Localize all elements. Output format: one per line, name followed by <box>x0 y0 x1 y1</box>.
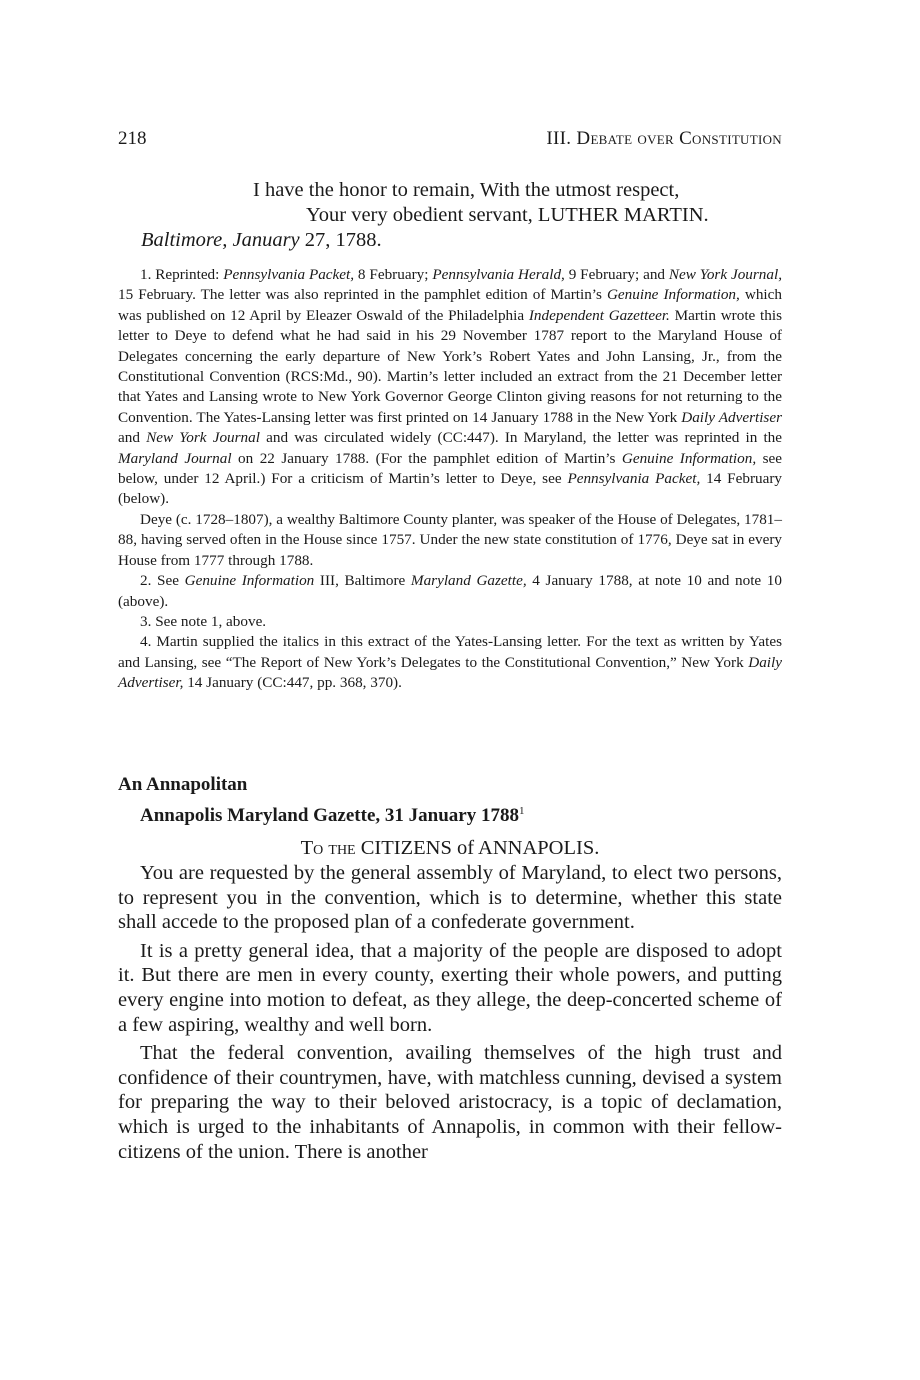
footnote-paragraph <box>118 632 782 693</box>
article-paragraph: You are requested by the general assembly of Maryland, to elect two persons, to represent you in the convention, which is to determine, whether this state shall accede to the proposed plan of a confederate government. <box>118 862 782 934</box>
footnote-italic-text: Pennsylvania Packet, <box>223 266 355 283</box>
footnote-text: 1. Reprinted: <box>140 266 224 283</box>
article-paragraph: That the federal convention, availing themselves of the high trust and confidence of their countrymen, have, with matchless cunning, devised a system for preparing the way to their beloved aristocracy, is a topic of declamation, which is urged to the inhabitants of Annapolis, in common with their fellow-citizens of the union. There is another <box>118 1042 782 1163</box>
footnote-italic-text: Maryland Gazette, <box>410 572 527 590</box>
footnote-text: and was circulated widely (CC:447). In Maryland, the letter was reprinted in the <box>259 429 782 447</box>
footnote-text: 9 February; and <box>564 266 669 283</box>
footnote-text: Deye (c. 1728–1807), a wealthy Baltimore County planter, was speaker of the House of Delegates, 1781–88, having served often in the House since 1757. Under the new state constitution of 1776, Deye sat in every House from 1777 through 1788. <box>118 510 782 569</box>
footnote-italic-text: Independent Gazetteer. <box>528 306 670 324</box>
footnote-text: 3. See note 1, above. <box>140 612 267 630</box>
footnote-italic-text: Daily Advertiser, <box>118 653 782 692</box>
footnote-paragraph <box>118 265 782 510</box>
footnote-italic-text: Maryland Journal <box>118 449 232 467</box>
footnote-text: 14 February (below). <box>118 470 783 508</box>
running-head <box>546 128 782 150</box>
article-body <box>118 861 782 1164</box>
footnote-text: see below, under 12 April.) For a criticism of Martin’s letter to Deye, see <box>118 449 782 488</box>
footnote-text: 15 February. The letter was also reprinted in the pamphlet edition of Martin’s <box>118 286 607 304</box>
footnote-text: 2. See <box>140 572 185 590</box>
article-author: An Annapolitan <box>118 774 248 795</box>
footnote-italic-text: Genuine Information, <box>606 286 740 304</box>
running-head-roman: III. <box>546 128 572 149</box>
closing-signature: Your very obedient servant, LUTHER MARTIN. <box>306 204 709 226</box>
page-header <box>118 128 782 156</box>
footnote-italic-text: Genuine Information, <box>621 449 757 467</box>
footnote-text: which was published on 12 April by Eleazer Oswald of the Philadelphia <box>118 286 782 324</box>
footnote-italic-text: Genuine Information <box>184 572 315 590</box>
footnote-italic-text: Pennsylvania Herald, <box>432 266 565 283</box>
article-address <box>118 835 782 861</box>
address-rest: CITIZENS of ANNAPOLIS. <box>355 837 600 859</box>
footnote-paragraph <box>118 571 782 612</box>
dateline-date: 27, 1788. <box>299 229 382 251</box>
page-number: 218 <box>118 128 147 149</box>
letter-closing <box>118 178 782 253</box>
footnote-text: 14 January (CC:447, pp. 368, 370). <box>183 674 402 692</box>
footnote-text: 8 February; <box>354 266 433 283</box>
closing-dateline <box>118 228 782 253</box>
footnote-text: Martin wrote this letter to Deye to defend what he had said in his 29 November 1787 report to the Maryland House of Delegates concerning the early departure of New York’s Robert Yates and John Lansing, Jr., from the Constitutional Convention (RCS:Md., 90). Martin’s letter included an extract from the 21 December letter that Yates and Lansing wrote to New York Governor George Clinton giving reasons for not returning to the Convention. The Yates-Lansing letter was first printed on 14 January 1788 in the New York <box>118 306 782 426</box>
footnote-paragraph <box>118 612 782 632</box>
footnote-text: and <box>118 429 147 447</box>
footnote-italic-text: Pennsylvania Packet, <box>567 470 701 488</box>
article-source <box>118 798 782 829</box>
dateline-place: Baltimore, January <box>141 229 300 251</box>
footnote-text: 4 January 1788, at note 10 and note 10 (above). <box>118 572 782 610</box>
article-paragraph: It is a pretty general idea, that a majority of the people are disposed to adopt it. But there are men in every county, exerting their whole powers, and putting every engine into motion to defeat, as they allege, the deep-concerted scheme of a few aspiring, wealthy and well born. <box>118 939 782 1036</box>
closing-line-1: I have the honor to remain, With the utmost respect, <box>253 179 680 201</box>
footnote-text: III, Baltimore <box>314 572 411 590</box>
footnote-text: 4. Martin supplied the italics in this extract of the Yates-Lansing letter. For the text as written by Yates and Lansing, see “The Report of New York’s Delegates to the Constitutional Convention,” New York <box>118 633 782 671</box>
footnote-italic-text: New York Journal, <box>668 266 782 283</box>
running-head-words: Debate over Constitution <box>576 128 782 149</box>
address-prefix: To the <box>300 837 356 859</box>
article <box>118 772 782 1168</box>
footnote-italic-text: New York Journal <box>146 429 260 447</box>
footnotes <box>118 265 782 694</box>
article-source-note: 1 <box>518 805 525 817</box>
footnote-paragraph <box>118 510 782 571</box>
footnote-text: on 22 January 1788. (For the pamphlet edition of Martin’s <box>231 449 622 467</box>
footnote-italic-text: Daily Advertiser <box>681 408 782 426</box>
article-source-text: Annapolis Maryland Gazette, 31 January 1788 <box>140 805 519 826</box>
